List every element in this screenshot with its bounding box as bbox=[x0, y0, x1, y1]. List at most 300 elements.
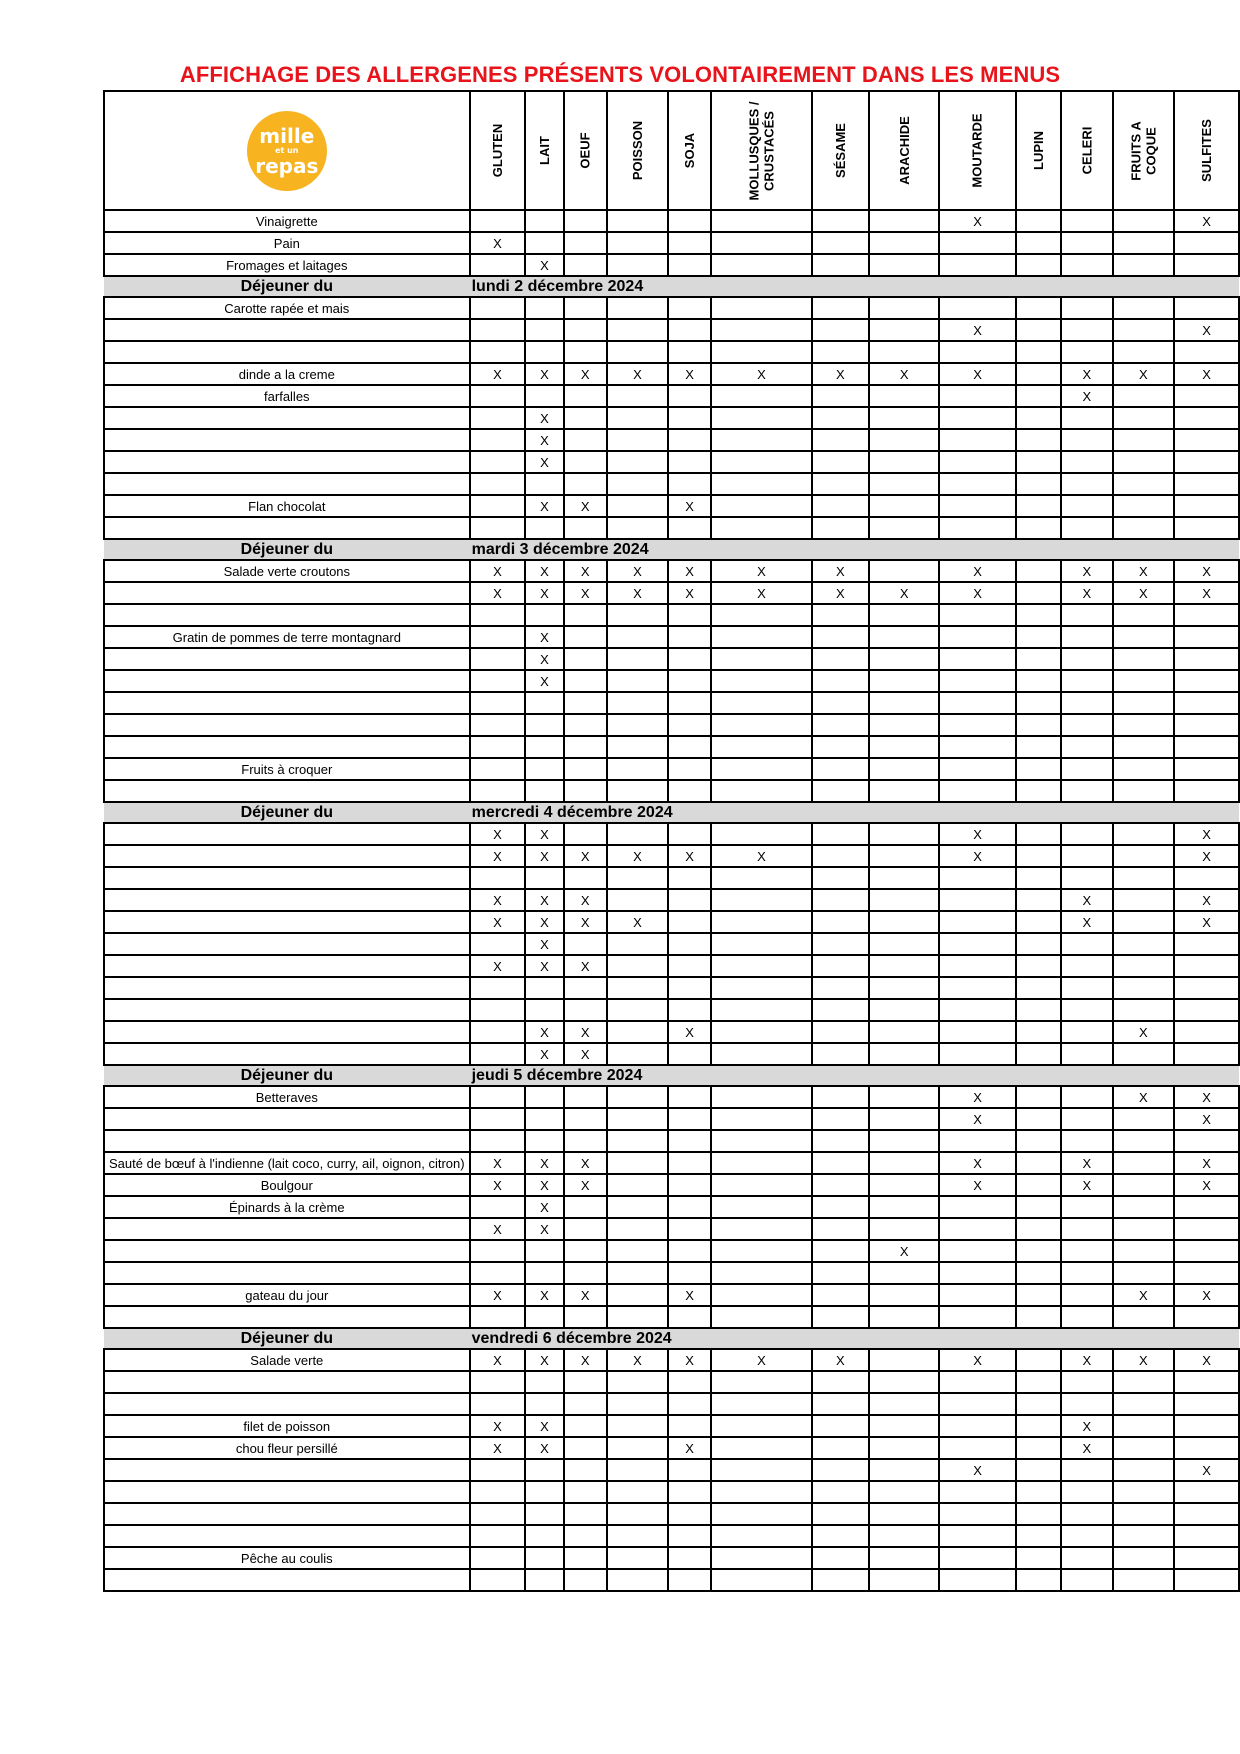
allergen-cell bbox=[1113, 867, 1174, 889]
allergen-cell bbox=[668, 1547, 711, 1569]
allergen-cell bbox=[607, 1393, 668, 1415]
allergen-cell bbox=[1016, 604, 1061, 626]
allergen-cell bbox=[668, 1108, 711, 1130]
allergen-cell bbox=[1016, 1086, 1061, 1108]
allergen-cell bbox=[711, 429, 812, 451]
allergen-cell: X bbox=[564, 363, 607, 385]
allergen-cell bbox=[869, 1218, 940, 1240]
allergen-cell bbox=[668, 1174, 711, 1196]
allergen-cell bbox=[939, 736, 1015, 758]
allergen-cell bbox=[812, 1503, 869, 1525]
allergen-cell bbox=[1061, 1525, 1113, 1547]
allergen-cell bbox=[1016, 1437, 1061, 1459]
allergen-cell bbox=[711, 1503, 812, 1525]
menu-row bbox=[104, 1152, 1239, 1174]
allergen-cell: X bbox=[525, 1043, 563, 1065]
dish-name bbox=[104, 1371, 470, 1393]
allergen-cell: X bbox=[1174, 845, 1239, 867]
allergen-cell bbox=[812, 736, 869, 758]
allergen-cell bbox=[564, 1393, 607, 1415]
allergen-cell bbox=[812, 823, 869, 845]
allergen-cell bbox=[1061, 1130, 1113, 1152]
allergen-cell bbox=[812, 495, 869, 517]
allergen-cell bbox=[812, 977, 869, 999]
allergen-cell bbox=[470, 495, 526, 517]
allergen-cell bbox=[668, 1196, 711, 1218]
allergen-cell bbox=[668, 1371, 711, 1393]
menu-row bbox=[104, 1174, 1239, 1196]
allergen-cell: X bbox=[564, 845, 607, 867]
allergen-cell bbox=[1174, 604, 1239, 626]
allergen-cell bbox=[525, 1130, 563, 1152]
allergen-cell bbox=[668, 1306, 711, 1328]
allergen-cell bbox=[1113, 780, 1174, 802]
menu-row bbox=[104, 341, 1239, 363]
allergen-cell bbox=[1113, 1481, 1174, 1503]
allergen-cell bbox=[607, 648, 668, 670]
allergen-cell bbox=[1061, 1393, 1113, 1415]
allergen-cell bbox=[711, 867, 812, 889]
allergen-cell bbox=[607, 1218, 668, 1240]
dish-name: chou fleur persillé bbox=[104, 1437, 470, 1459]
allergen-cell bbox=[668, 319, 711, 341]
allergen-cell bbox=[939, 1043, 1015, 1065]
allergen-cell bbox=[1016, 1306, 1061, 1328]
allergen-cell bbox=[525, 210, 563, 232]
allergen-cell: X bbox=[668, 1021, 711, 1043]
allergen-cell bbox=[1113, 911, 1174, 933]
allergen-cell bbox=[1016, 560, 1061, 582]
allergen-cell: X bbox=[939, 1459, 1015, 1481]
menu-row bbox=[104, 1525, 1239, 1547]
allergen-cell bbox=[1016, 736, 1061, 758]
allergen-cell bbox=[939, 999, 1015, 1021]
allergen-cell: X bbox=[525, 1021, 563, 1043]
allergen-cell bbox=[812, 1152, 869, 1174]
allergen-cell bbox=[812, 1569, 869, 1591]
allergen-cell bbox=[1016, 999, 1061, 1021]
allergen-cell bbox=[1016, 648, 1061, 670]
menu-row bbox=[104, 1021, 1239, 1043]
allergen-cell: X bbox=[812, 363, 869, 385]
allergen-cell bbox=[607, 1569, 668, 1591]
allergen-cell: X bbox=[564, 1021, 607, 1043]
allergen-cell bbox=[607, 1284, 668, 1306]
dish-name: Pêche au coulis bbox=[104, 1547, 470, 1569]
allergen-cell bbox=[1174, 473, 1239, 495]
allergen-cell: X bbox=[1174, 582, 1239, 604]
menu-row bbox=[104, 670, 1239, 692]
allergen-cell: X bbox=[525, 407, 563, 429]
allergen-cell bbox=[812, 780, 869, 802]
allergen-cell bbox=[812, 1306, 869, 1328]
menu-row bbox=[104, 1569, 1239, 1591]
allergen-cell bbox=[939, 1393, 1015, 1415]
dish-name bbox=[104, 736, 470, 758]
allergen-cell bbox=[812, 692, 869, 714]
allergen-cell bbox=[1113, 1108, 1174, 1130]
allergen-cell bbox=[711, 626, 812, 648]
dish-name bbox=[104, 429, 470, 451]
allergen-cell bbox=[1016, 429, 1061, 451]
allergen-cell bbox=[869, 429, 940, 451]
allergen-cell: X bbox=[525, 1437, 563, 1459]
allergen-cell bbox=[525, 1108, 563, 1130]
allergen-cell bbox=[1016, 758, 1061, 780]
allergen-cell: X bbox=[1113, 1284, 1174, 1306]
allergen-cell bbox=[869, 823, 940, 845]
allergen-label: POISSON bbox=[630, 120, 646, 181]
day-date: mercredi 4 décembre 2024 bbox=[470, 802, 1239, 823]
allergen-cell bbox=[869, 385, 940, 407]
allergen-cell bbox=[1061, 626, 1113, 648]
allergen-cell bbox=[1016, 1152, 1061, 1174]
allergen-cell: X bbox=[525, 845, 563, 867]
allergen-cell bbox=[711, 1130, 812, 1152]
allergen-label: SOJA bbox=[682, 132, 698, 169]
day-label: Déjeuner du bbox=[104, 802, 470, 823]
allergen-cell bbox=[812, 451, 869, 473]
allergen-cell bbox=[607, 889, 668, 911]
allergen-cell: X bbox=[711, 845, 812, 867]
allergen-cell bbox=[1174, 1393, 1239, 1415]
allergen-cell: X bbox=[1174, 1108, 1239, 1130]
allergen-cell bbox=[607, 933, 668, 955]
allergen-cell bbox=[1061, 999, 1113, 1021]
allergen-cell bbox=[939, 1218, 1015, 1240]
allergen-cell: X bbox=[1174, 319, 1239, 341]
menu-row bbox=[104, 1130, 1239, 1152]
allergen-cell bbox=[564, 341, 607, 363]
allergen-cell: X bbox=[470, 1349, 526, 1371]
allergen-cell bbox=[525, 1306, 563, 1328]
allergen-cell bbox=[1016, 1108, 1061, 1130]
allergen-cell bbox=[564, 1547, 607, 1569]
allergen-cell bbox=[812, 1284, 869, 1306]
allergen-cell: X bbox=[1174, 911, 1239, 933]
allergen-cell bbox=[668, 670, 711, 692]
menu-row bbox=[104, 1284, 1239, 1306]
allergen-cell bbox=[668, 758, 711, 780]
allergen-cell bbox=[939, 1503, 1015, 1525]
dish-name bbox=[104, 1393, 470, 1415]
allergen-cell bbox=[470, 1108, 526, 1130]
allergen-cell: X bbox=[525, 1174, 563, 1196]
allergen-cell bbox=[607, 1503, 668, 1525]
allergen-cell bbox=[812, 1174, 869, 1196]
allergen-cell bbox=[1174, 1569, 1239, 1591]
allergen-cell bbox=[1113, 1547, 1174, 1569]
day-date: jeudi 5 décembre 2024 bbox=[470, 1065, 1239, 1086]
allergen-cell bbox=[812, 1481, 869, 1503]
dish-name bbox=[104, 933, 470, 955]
allergen-cell bbox=[470, 451, 526, 473]
allergen-cell bbox=[869, 297, 940, 319]
allergen-label: SÉSAME bbox=[832, 123, 848, 178]
allergen-cell bbox=[470, 604, 526, 626]
day-label: Déjeuner du bbox=[104, 276, 470, 297]
allergen-cell bbox=[869, 626, 940, 648]
allergen-cell: X bbox=[470, 1174, 526, 1196]
dish-name bbox=[104, 1130, 470, 1152]
allergen-cell bbox=[939, 1196, 1015, 1218]
allergen-cell: X bbox=[525, 1196, 563, 1218]
allergen-cell bbox=[470, 714, 526, 736]
allergen-cell bbox=[1174, 1415, 1239, 1437]
allergen-cell: X bbox=[869, 1240, 940, 1262]
allergen-cell bbox=[1061, 1306, 1113, 1328]
allergen-cell bbox=[470, 1525, 526, 1547]
allergen-cell bbox=[1174, 1043, 1239, 1065]
menu-row bbox=[104, 911, 1239, 933]
allergen-cell bbox=[812, 517, 869, 539]
allergen-cell bbox=[939, 297, 1015, 319]
allergen-cell bbox=[607, 517, 668, 539]
allergen-cell bbox=[812, 714, 869, 736]
allergen-cell bbox=[607, 977, 668, 999]
allergen-cell bbox=[525, 692, 563, 714]
allergen-cell bbox=[607, 1481, 668, 1503]
allergen-cell bbox=[939, 495, 1015, 517]
allergen-cell bbox=[812, 1262, 869, 1284]
allergen-cell: X bbox=[607, 1349, 668, 1371]
dish-name bbox=[104, 692, 470, 714]
allergen-cell bbox=[711, 648, 812, 670]
allergen-cell bbox=[1174, 1262, 1239, 1284]
allergen-cell bbox=[711, 407, 812, 429]
allergen-cell bbox=[869, 1306, 940, 1328]
allergen-cell bbox=[470, 1547, 526, 1569]
allergen-cell bbox=[939, 714, 1015, 736]
allergen-cell bbox=[564, 1108, 607, 1130]
allergen-cell bbox=[607, 1043, 668, 1065]
allergen-cell bbox=[711, 714, 812, 736]
allergen-cell bbox=[1174, 1481, 1239, 1503]
allergen-cell bbox=[939, 341, 1015, 363]
allergen-cell: X bbox=[525, 933, 563, 955]
dish-name bbox=[104, 1240, 470, 1262]
allergen-cell bbox=[939, 648, 1015, 670]
allergen-cell bbox=[711, 780, 812, 802]
dish-name: Gratin de pommes de terre montagnard bbox=[104, 626, 470, 648]
allergen-cell bbox=[607, 210, 668, 232]
allergen-cell bbox=[564, 1481, 607, 1503]
allergen-cell bbox=[1061, 232, 1113, 254]
allergen-cell bbox=[1016, 670, 1061, 692]
allergen-label: MOUTARDE bbox=[970, 113, 986, 188]
allergen-cell: X bbox=[1061, 1152, 1113, 1174]
allergen-cell: X bbox=[939, 1174, 1015, 1196]
allergen-cell bbox=[525, 604, 563, 626]
allergen-cell bbox=[1061, 670, 1113, 692]
allergen-cell bbox=[1061, 319, 1113, 341]
allergen-cell bbox=[1113, 889, 1174, 911]
allergen-cell bbox=[812, 1547, 869, 1569]
allergen-cell bbox=[525, 1525, 563, 1547]
allergen-cell bbox=[525, 1547, 563, 1569]
allergen-cell bbox=[668, 1525, 711, 1547]
allergen-cell bbox=[470, 977, 526, 999]
allergen-cell bbox=[564, 867, 607, 889]
allergen-cell bbox=[869, 210, 940, 232]
allergen-cell bbox=[564, 473, 607, 495]
allergen-cell bbox=[1061, 429, 1113, 451]
allergen-cell bbox=[1113, 517, 1174, 539]
allergen-cell bbox=[711, 1240, 812, 1262]
allergen-cell bbox=[1061, 736, 1113, 758]
allergen-cell bbox=[1113, 1240, 1174, 1262]
allergen-cell bbox=[1113, 1196, 1174, 1218]
allergen-cell bbox=[607, 670, 668, 692]
allergen-cell bbox=[939, 670, 1015, 692]
allergen-cell bbox=[1016, 1371, 1061, 1393]
allergen-cell bbox=[1061, 955, 1113, 977]
allergen-cell: X bbox=[869, 582, 940, 604]
allergen-cell: X bbox=[470, 363, 526, 385]
allergen-cell bbox=[711, 210, 812, 232]
allergen-cell bbox=[812, 407, 869, 429]
allergen-cell bbox=[668, 867, 711, 889]
allergen-cell bbox=[1113, 1503, 1174, 1525]
menu-row bbox=[104, 254, 1239, 276]
allergen-cell bbox=[1016, 1174, 1061, 1196]
allergen-cell bbox=[869, 1525, 940, 1547]
allergen-cell bbox=[1113, 977, 1174, 999]
allergen-cell bbox=[869, 933, 940, 955]
allergen-cell bbox=[607, 1021, 668, 1043]
allergen-cell bbox=[869, 1043, 940, 1065]
allergen-cell bbox=[564, 517, 607, 539]
allergen-cell: X bbox=[812, 560, 869, 582]
allergen-cell bbox=[564, 232, 607, 254]
menu-row bbox=[104, 977, 1239, 999]
allergen-cell bbox=[1113, 955, 1174, 977]
allergen-cell bbox=[564, 933, 607, 955]
allergen-cell: X bbox=[564, 955, 607, 977]
allergen-cell bbox=[607, 451, 668, 473]
allergen-cell bbox=[1016, 1415, 1061, 1437]
allergen-cell: X bbox=[470, 560, 526, 582]
allergen-label: GLUTEN bbox=[489, 123, 505, 178]
allergen-header bbox=[470, 91, 526, 210]
allergen-cell bbox=[525, 319, 563, 341]
allergen-cell bbox=[812, 911, 869, 933]
allergen-cell: X bbox=[1113, 1349, 1174, 1371]
allergen-cell bbox=[470, 999, 526, 1021]
allergen-cell bbox=[470, 429, 526, 451]
dish-name: Fruits à croquer bbox=[104, 758, 470, 780]
allergen-cell bbox=[1061, 297, 1113, 319]
allergen-cell bbox=[812, 1021, 869, 1043]
allergen-cell bbox=[668, 1086, 711, 1108]
allergen-cell bbox=[1061, 1086, 1113, 1108]
allergen-cell bbox=[812, 1437, 869, 1459]
allergen-cell bbox=[668, 604, 711, 626]
allergen-cell bbox=[470, 385, 526, 407]
allergen-cell bbox=[1113, 1262, 1174, 1284]
allergen-cell bbox=[607, 692, 668, 714]
allergen-cell bbox=[1016, 911, 1061, 933]
allergen-cell bbox=[1113, 341, 1174, 363]
allergen-cell bbox=[1174, 495, 1239, 517]
allergen-cell bbox=[470, 1196, 526, 1218]
dish-name bbox=[104, 977, 470, 999]
allergen-cell bbox=[607, 341, 668, 363]
allergen-cell: X bbox=[668, 582, 711, 604]
allergen-cell bbox=[939, 232, 1015, 254]
allergen-cell bbox=[1113, 626, 1174, 648]
allergen-cell bbox=[607, 1525, 668, 1547]
allergen-cell bbox=[711, 1218, 812, 1240]
allergen-cell bbox=[711, 1371, 812, 1393]
allergen-cell bbox=[1174, 626, 1239, 648]
allergen-cell bbox=[939, 889, 1015, 911]
allergen-cell bbox=[939, 1547, 1015, 1569]
allergen-cell: X bbox=[1061, 363, 1113, 385]
allergen-cell bbox=[939, 955, 1015, 977]
allergen-cell bbox=[564, 1503, 607, 1525]
allergen-cell bbox=[869, 780, 940, 802]
allergen-cell bbox=[564, 648, 607, 670]
allergen-cell bbox=[812, 604, 869, 626]
allergen-cell bbox=[1016, 1218, 1061, 1240]
allergen-cell bbox=[939, 254, 1015, 276]
allergen-label: MOLLUSQUES / CRUSTACÉS bbox=[746, 101, 777, 200]
allergen-cell: X bbox=[525, 1284, 563, 1306]
dish-name bbox=[104, 911, 470, 933]
allergen-cell bbox=[1016, 473, 1061, 495]
allergen-cell bbox=[1061, 1196, 1113, 1218]
allergen-cell bbox=[668, 429, 711, 451]
allergen-cell: X bbox=[525, 1349, 563, 1371]
allergen-cell bbox=[1174, 1196, 1239, 1218]
allergen-cell bbox=[1061, 1108, 1113, 1130]
allergen-cell: X bbox=[939, 210, 1015, 232]
allergen-cell bbox=[1113, 999, 1174, 1021]
allergen-cell bbox=[1174, 451, 1239, 473]
allergen-cell bbox=[1061, 495, 1113, 517]
allergen-cell: X bbox=[939, 1086, 1015, 1108]
allergen-cell bbox=[1061, 845, 1113, 867]
allergen-cell: X bbox=[607, 911, 668, 933]
allergen-cell: X bbox=[1061, 889, 1113, 911]
allergen-cell bbox=[711, 1547, 812, 1569]
allergen-cell: X bbox=[711, 1349, 812, 1371]
allergen-cell bbox=[869, 451, 940, 473]
allergen-cell bbox=[1016, 1196, 1061, 1218]
allergen-cell bbox=[607, 1152, 668, 1174]
menu-row bbox=[104, 385, 1239, 407]
allergen-cell bbox=[564, 1130, 607, 1152]
allergen-cell bbox=[1174, 1371, 1239, 1393]
allergen-cell bbox=[812, 1415, 869, 1437]
allergen-cell bbox=[564, 429, 607, 451]
allergen-cell bbox=[668, 1415, 711, 1437]
day-date: lundi 2 décembre 2024 bbox=[470, 276, 1239, 297]
menu-row bbox=[104, 1371, 1239, 1393]
allergen-cell bbox=[812, 1240, 869, 1262]
allergen-cell bbox=[607, 473, 668, 495]
allergen-cell bbox=[668, 297, 711, 319]
allergen-cell: X bbox=[812, 1349, 869, 1371]
allergen-cell bbox=[869, 736, 940, 758]
allergen-cell bbox=[668, 911, 711, 933]
allergen-cell bbox=[939, 1569, 1015, 1591]
allergen-cell bbox=[1061, 1503, 1113, 1525]
dish-name bbox=[104, 823, 470, 845]
allergen-cell bbox=[1016, 1240, 1061, 1262]
allergen-cell: X bbox=[939, 582, 1015, 604]
